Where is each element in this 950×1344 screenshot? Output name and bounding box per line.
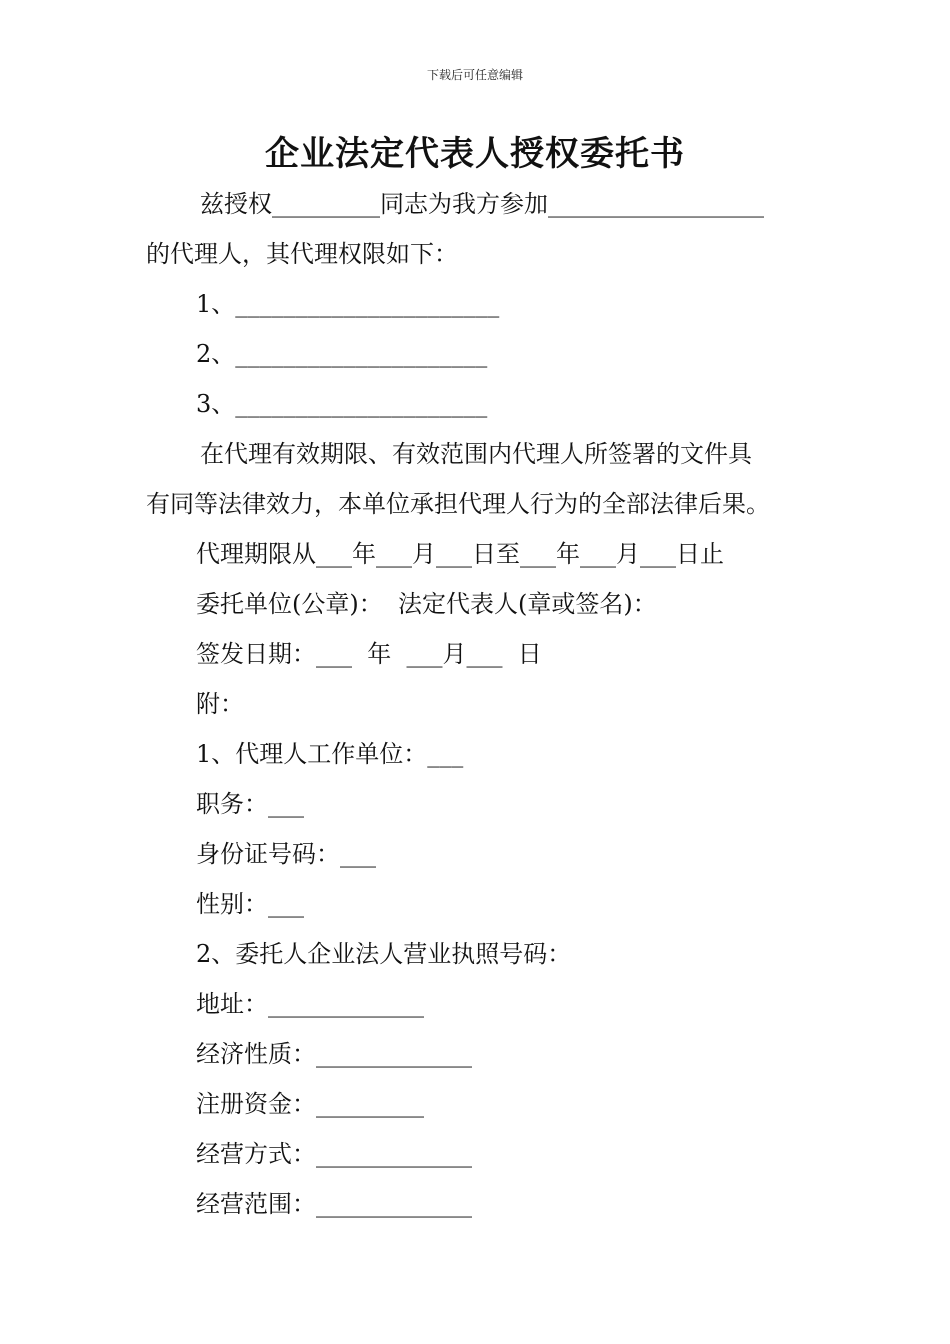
appendix-business-mode: 经营方式：_____________	[196, 1140, 472, 1168]
signature-line: 委托单位(公章)： 法定代表人(章或签名)：	[196, 590, 657, 618]
power-item-3: 3、_____________________	[196, 390, 488, 418]
validity-line-2: 有同等法律效力，本单位承担代理人行为的全部法律后果。	[146, 490, 770, 518]
appendix-gender: 性别：___	[196, 890, 304, 918]
appendix-economic-nature: 经济性质：_____________	[196, 1040, 472, 1068]
appendix-label: 附：	[196, 690, 244, 718]
power-item-2: 2、_____________________	[196, 340, 488, 368]
appendix-position: 职务：___	[196, 790, 304, 818]
validity-line-1: 在代理有效期限、有效范围内代理人所签署的文件具	[200, 440, 752, 468]
issue-date-line: 签发日期：___ 年 ___月___ 日	[196, 640, 542, 668]
document-title: 企业法定代表人授权委托书	[265, 134, 685, 174]
agency-period-line: 代理期限从___年___月___日至___年___月___日止	[196, 540, 724, 568]
intro-line-2: 的代理人，其代理权限如下：	[146, 240, 458, 268]
appendix-registered-capital: 注册资金：_________	[196, 1090, 424, 1118]
appendix-id-number: 身份证号码：___	[196, 840, 376, 868]
appendix-agent-workplace: 1、代理人工作单位：___	[196, 740, 464, 768]
power-item-1: 1、______________________	[196, 290, 500, 318]
intro-line-1: 兹授权_________同志为我方参加__________________	[200, 190, 764, 218]
appendix-address: 地址：_____________	[196, 990, 424, 1018]
page-header-note: 下载后可任意编辑	[426, 68, 523, 82]
appendix-business-scope: 经营范围：_____________	[196, 1190, 472, 1218]
appendix-license-number: 2、委托人企业法人营业执照号码：	[196, 940, 572, 968]
